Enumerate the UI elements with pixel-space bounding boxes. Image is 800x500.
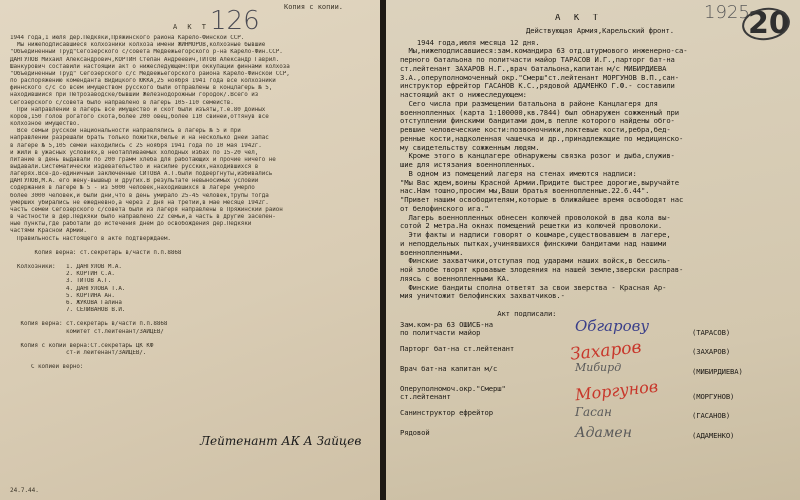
text-line: Копия с копии верна:Ст.секретарь ЦК КФ xyxy=(10,342,154,349)
text-line: Мы,нижеподписавшиеся:зам.командира 63 отд.штурмового инженерно-са- xyxy=(400,47,688,56)
bottom-date: 24.7.44. xyxy=(10,487,39,494)
text-line: более 3000 человек,и были дни,что в день умирало 25-45 человек,трупы тогда xyxy=(10,192,269,199)
handwritten-signature: Моргунов xyxy=(574,376,659,404)
text-line: ДАНГУЛОВ Михаил Александрович,КОРТИН Степан Андреевич,ТИТОВ Александр Гаврил. xyxy=(10,56,280,63)
text-line: шие для истязания военнопленных. xyxy=(400,161,536,169)
text-line: военнопленными. xyxy=(400,248,464,257)
left-body-text xyxy=(10,35,372,371)
text-line: ДАНГУЛОВ,М.А. его жену-вышвыр и других.В результате невыносимых условий xyxy=(10,178,259,185)
signatory-name: (АДАМЕНКО) xyxy=(692,431,735,440)
copy-signature: Лейтенант АК А Зайцев xyxy=(200,434,362,448)
text-line: инструктор ефрейтор ГАСАНОВ К.С.,рядовой АДАМЕНКО Г.Ф.- составили xyxy=(400,82,675,91)
text-line: Сегозерского с/совета было направлено в лагерь 105-110 семейств. xyxy=(10,99,234,106)
text-line: выдавали.Систематически издевательство и насилие русских,находившихся в xyxy=(10,163,259,170)
text-line xyxy=(10,314,372,321)
handwritten-signature: Мибирд xyxy=(575,360,622,374)
handwritten-signature: Гасан xyxy=(575,404,612,419)
text-line: ревшие человеческие кости:позвоночники,локтевые кости,ребра,бед- xyxy=(400,126,671,134)
text-line: Все семьи русской национальности направлялись в лагерь № 5 и при xyxy=(10,128,241,135)
text-line: ные пункты,где работали до истечения днем до освобождения дер.Педкяки xyxy=(10,221,252,228)
corner-label: Копия с копии. xyxy=(284,3,344,11)
text-line: частями Красной Армии. xyxy=(10,228,87,235)
text-line: нас.Нам тошно,просим мы,Ваши братья военнопленные.22.6.44". xyxy=(400,187,650,196)
text-line: отступлении финскими бандитами дом,в пепле которого найдены обго- xyxy=(400,117,675,126)
text-line: сотой 2 метра.На окнах помещений решетки из колючей проволоки. xyxy=(400,222,663,231)
signatory-role: Рядовой xyxy=(400,428,430,437)
text-line: С копией верно: xyxy=(10,364,84,371)
text-line: содержания в лагере № 5 - из 5000 человек,находившихся в лагере умерло xyxy=(10,185,255,192)
text-line: 6. ЖУКОВА Галина xyxy=(10,299,122,306)
right-document-page xyxy=(386,0,800,500)
text-line: Шанкурович составили настоящий акт о нижеследующем:При оккупации финнами колхоза xyxy=(10,63,290,70)
signatory-role: Санинструктор ефрейтор xyxy=(400,408,493,417)
text-line: Эти факты и надписи говорят о кошмаре,существовавшем в лагере, xyxy=(400,231,671,239)
signatory-row xyxy=(400,424,790,447)
text-line: 3. ТИТОВ А.Г. xyxy=(10,278,112,285)
text-line: 5. КОРТИНА Ан. xyxy=(10,292,115,299)
text-line: Лагерь военнопленных обнесен колючей проволокой в два кола вы- xyxy=(400,213,671,222)
text-line: Акт подписали: xyxy=(400,309,557,318)
signatory-name: (ГАСАНОВ) xyxy=(692,411,731,420)
text-line: находившийся при Петрозаводске/бывший Железнодорожный городок/.Всего из xyxy=(10,92,259,99)
text-line: 4. ДАНГУЛОВА Т.А. xyxy=(10,285,126,292)
text-line: колхозное имущество. xyxy=(10,121,80,128)
text-line xyxy=(10,357,372,364)
text-line: направлении разрешали брать только пожитки,белье и на несколько дней запас xyxy=(10,135,269,142)
text-line: и неподдельных пытках,учинявшихся финскими бандитами над нашими xyxy=(400,239,667,248)
text-line: Кроме этого в канцлагере обнаружены связка розог и дыба,служив- xyxy=(400,152,675,161)
text-line: Копия верна: ст.секретарь в/части п.п.8868 xyxy=(10,321,168,328)
text-line: Копия верна: ст.секретарь в/части п.п.8868 xyxy=(10,249,182,256)
text-line xyxy=(10,257,372,264)
text-line: 1944 года,июля месяца 12 дня. xyxy=(400,38,540,47)
text-line: Сего числа при размещении батальона в районе Канцлагеря для xyxy=(400,99,658,108)
text-line: ренные кости,надколенная чашечка и др.,принадлежащие по медицинско- xyxy=(400,134,684,143)
text-line: 7. СЕЛИВАНОВ В.И. xyxy=(10,307,126,314)
text-line: лагерях.Все-до-единичный заключенные СИТОВА А.Т.были подвергнуты,избивались xyxy=(10,171,273,178)
text-line: В одном из помещений лагеря на стенах имеются надписи: xyxy=(400,169,637,178)
signatory-row xyxy=(400,376,790,407)
text-line: З.А.,оперуполномоченный окр."Смерш"ст.лейтенант МОРГУНОВ В.П.,сан- xyxy=(400,73,679,82)
signatory-role: Зам.ком-ра 63 ОШИСБ-на по политчасти майор xyxy=(400,320,493,338)
text-line: "Мы Вас ждем,воины Красной Армии.Придите быстрее дорогие,выручайте xyxy=(400,178,679,187)
handwritten-signature: Захаров xyxy=(569,336,643,365)
text-line: коров,150 голов рогатого скота,более 200 овец,более 110 свиней,оттянув все xyxy=(10,113,269,120)
handwritten-signature: Обгарову xyxy=(575,316,650,335)
text-line xyxy=(10,336,372,343)
text-line: Финские захватчики,отступая под ударами наших войск,в бессиль- xyxy=(400,257,671,266)
text-line: ст.лейтенант ЗАХАРОВ Н.Г.,врач батальона,капитан м/с МИБИРДИЕВА xyxy=(400,64,667,73)
text-line: финнского с/с со всем имуществом русского были отправлены в концлагерь № 5, xyxy=(10,85,273,92)
text-line: "Объединенный Труд"Сегозерского с/совета Медвежьегорского р-на Карело-Фин.ССР. xyxy=(10,49,283,56)
right-body-text xyxy=(400,39,790,319)
number-mark: 126 xyxy=(210,6,260,36)
signatory-role: Парторг бат-на ст.лейтенант xyxy=(400,344,515,353)
text-line xyxy=(400,301,790,310)
text-line: настоящий акт о нижеследующем: xyxy=(400,91,527,99)
text-line: в частности в дер.Педкяки было направлено 22 семьи,а часть в другие заселен- xyxy=(10,214,276,221)
right-subtitle: Действующая Армия,Карельский фронт. xyxy=(526,26,674,35)
signatory-row xyxy=(400,360,790,383)
text-line: в лагере № 5,105 семей находились с 25 ноября 1941 года по 10 мая 1942г. xyxy=(10,142,262,149)
signatory-role: Оперуполномоч.окр."Смерш" ст.лейтенант xyxy=(400,384,506,402)
handwritten-signature: Адамен xyxy=(575,424,632,441)
signatures-block xyxy=(400,316,790,447)
text-line: от белофинского ига." xyxy=(400,204,489,213)
text-line: ст-й лейтенант/ЗАЙЦЕВ/. xyxy=(10,350,147,357)
text-line: При направлении в лагерь все имущество и скот были изъяты,т.е.80 дойных xyxy=(10,106,266,113)
text-line: военнопленных (карта 1:100000,кв.7844) был обнаружен сожженный при xyxy=(400,108,679,117)
text-line: комитет ст.лейтенант/ЗАЙЦЕВ/ xyxy=(10,328,164,335)
text-line: ляясь с военнопленными КА. xyxy=(400,274,510,283)
left-title: А К Т xyxy=(172,24,210,31)
text-line: и жили в ужасных условиях,в неотапливаемых холодных избах по 15-20 чел, xyxy=(10,149,259,156)
text-line: перного батальона по политчасти майор ТАРАСОВ И.Г.,парторг бат-на xyxy=(400,56,675,64)
text-line: му свидетельству сожженным людям. xyxy=(400,143,540,152)
text-line: "Привет нашим освободителям,которые в ближайшее время освободят нас xyxy=(400,196,684,204)
text-line: питание в день выдавали по 200 грамм хлеба для работающих и прочие ничего не xyxy=(10,156,276,163)
signatory-name: (МОРГУНОВ) xyxy=(692,392,735,401)
text-line: Мы нижеподписавшиеся колхозники колхоза имени ЖИНМОРОВ,колхозные бывшие xyxy=(10,42,266,49)
text-line xyxy=(10,243,372,250)
signatory-name: (МИБИРДИЕВА) xyxy=(692,367,743,376)
signatory-row xyxy=(400,316,790,343)
text-line: по распоряжению коменданта Видицкого ЮККА,25 ноября 1941 года все колхозники xyxy=(10,78,276,85)
signatory-name: (ТАРАСОВ) xyxy=(692,328,731,337)
text-line: Правильность настоящего в акте подтверждаем. xyxy=(10,235,171,242)
text-line: Финские бандиты сполна ответят за свои зверства - Красная Ар- xyxy=(400,283,667,292)
right-title: А К Т xyxy=(555,14,603,23)
text-line: 1944 года,1 июля дер.Педкяки,Пряжинского района Карело-Финской ССР. xyxy=(10,35,245,42)
text-line: 2. КОРТИН С.А. xyxy=(10,271,115,278)
big-number-mark: 20 xyxy=(748,6,790,41)
left-document-page xyxy=(0,0,380,500)
signatory-name: (ЗАХАРОВ) xyxy=(692,347,731,356)
text-line: умерших убирались не ежедневно,а через 2 дня на третий,в мае месяце 1942г. xyxy=(10,199,269,206)
text-line: часть семей Сегозерского с/совета были из лагеря направлены в Пряжинский район xyxy=(10,206,283,213)
text-line: мия уничтожит белофинских захватчиков.- xyxy=(400,292,565,301)
text-line: "Объединенный Труд" Сегозерского с/с Медвежьегорского района Карело-Финской ССР, xyxy=(10,70,290,77)
text-line: ной злобе творят кровавые злодеяния на нашей земле,зверски расправ- xyxy=(400,266,684,274)
text-line: Колхозники: 1. ДАНГУЛОВ М.А. xyxy=(10,264,122,271)
signatory-role: Врач бат-на капитан м/с xyxy=(400,364,498,373)
year-mark: 1925 xyxy=(704,2,750,23)
